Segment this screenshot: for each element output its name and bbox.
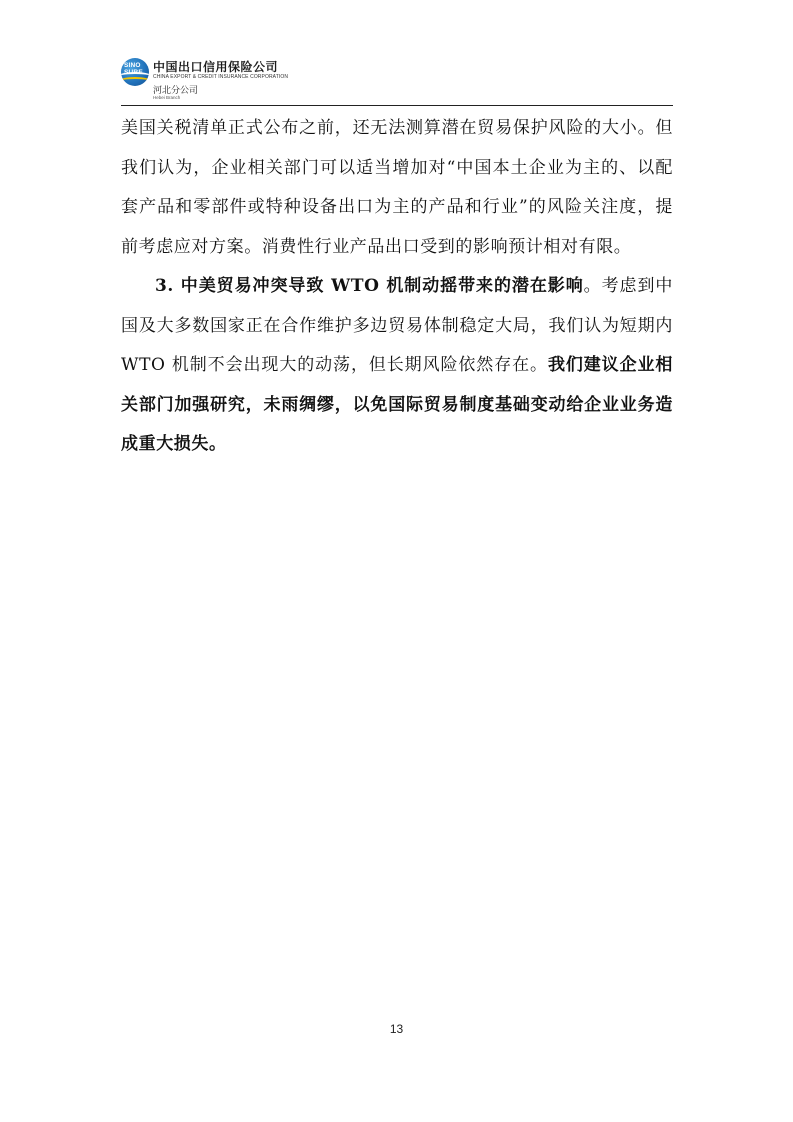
branch-name-en: Hebei Branch [153, 95, 181, 100]
paragraph-1: 美国关税清单正式公布之前，还无法测算潜在贸易保护风险的大小。但我们认为，企业相关部门可以适当增加对“中国本土企业为主的、以配套产品和零部件或特种设备出口为主的产品和行业”的风险关注度，提前考虑应对方案。消费性行业产品出口受到的影响预计相对有限。 [121, 118, 673, 257]
paragraph-2 [121, 267, 673, 465]
header-divider [121, 105, 673, 106]
document-header [121, 54, 673, 106]
sinosure-logo [121, 58, 149, 86]
paragraph-2-text: 。考虑到中国及大多数国家正在合作维护多边贸易体制稳定大局，我们认为短期内 WTO 机制不会出现大的动荡，但长期风险依然存在。 [121, 276, 673, 375]
page-number: 13 [389, 1022, 404, 1036]
logo-text: SINO SURE [124, 62, 143, 76]
document-body [121, 109, 673, 465]
recommendation-text: 我们建议企业相关部门加强研究，未雨绸缪，以免国际贸易制度基础变动给企业业务造成重大损失。 [121, 355, 674, 454]
section-heading: 3. 中美贸易冲突导致 WTO 机制动摇带来的潜在影响 [155, 276, 584, 296]
branch-name-cn: 河北分公司 [153, 85, 199, 95]
company-name-en: CHINA EXPORT & CREDIT INSURANCE CORPORATION [153, 74, 289, 80]
company-name-cn: 中国出口信用保险公司 [153, 60, 279, 74]
